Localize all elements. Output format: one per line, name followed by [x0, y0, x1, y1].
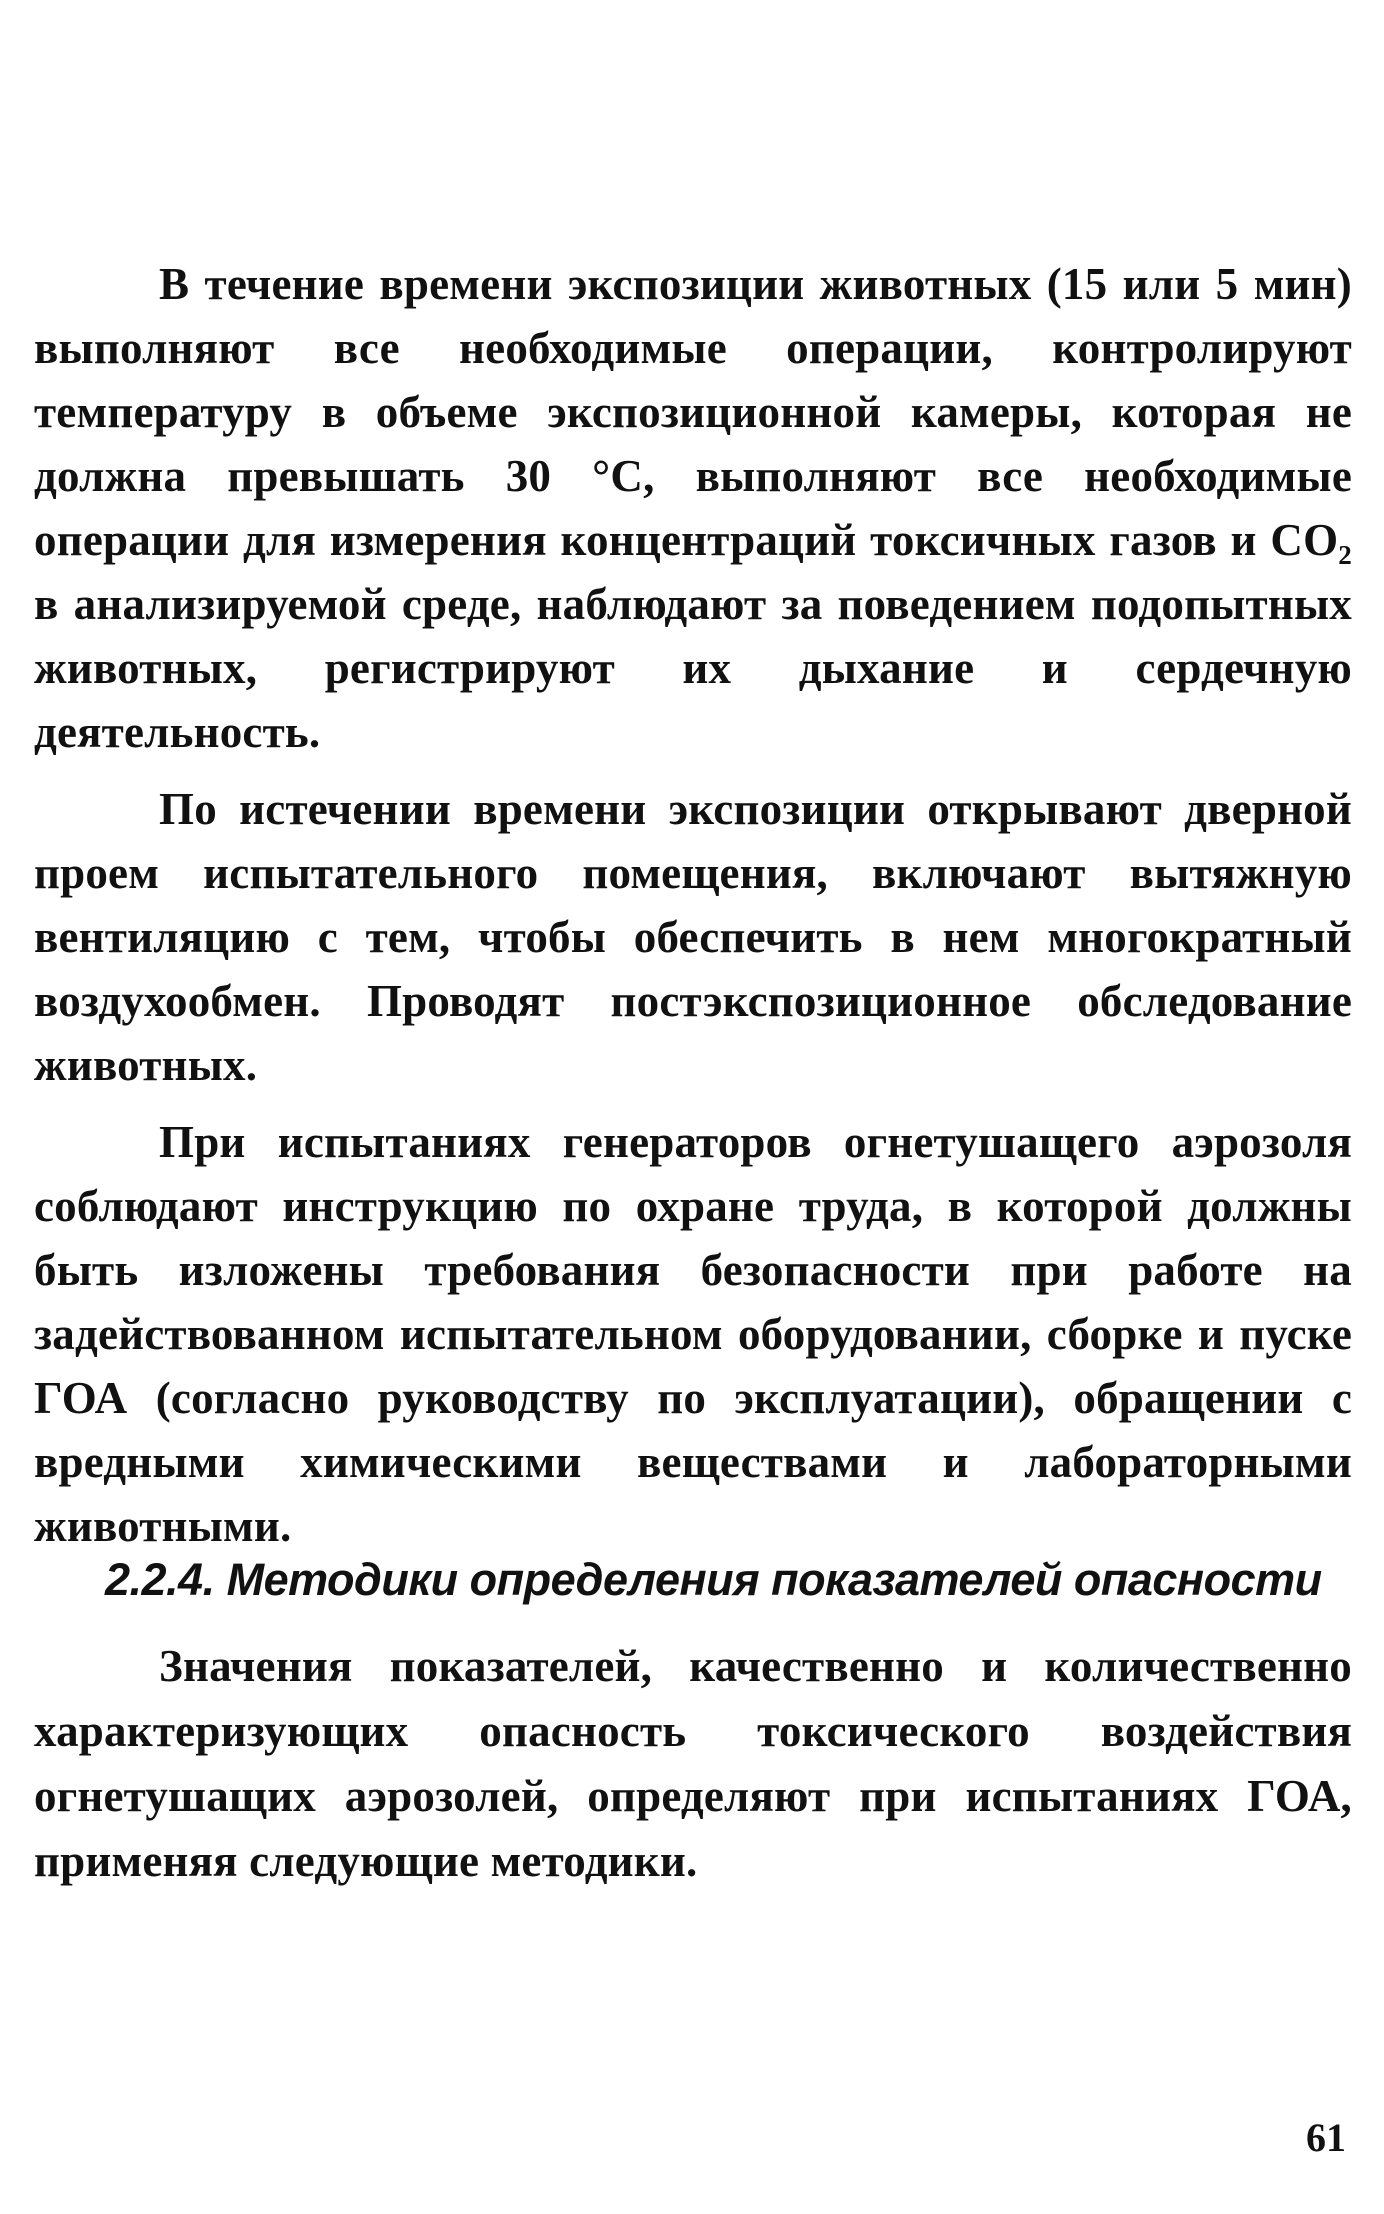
paragraph-methods-intro: Значения показателей, качественно и количественно характеризующих опасность токсического воздействия огнетушащих аэрозолей, определяют при испытаниях ГОА, применяя следующие методики.: [34, 1641, 1352, 1886]
paragraph-after-exposure: По истечении времени экспозиции открывают дверной проем испытательного помещения, включают вытяжную вентиляцию с тем, чтобы обеспечить в нем многократный воздухообмен. Проводят постэкспозиционное обследование животных.: [34, 784, 1352, 1090]
paragraph-safety-instructions: При испытаниях генераторов огнетушащего аэрозоля соблюдают инструкцию по охране труда, в которой должны быть изложены требования безопасности при работе на задействованном испытательном оборудовании, сборке и пуске ГОА (согласно руководству по эксплуатации), обращении с вредными химическими веществами и лабораторными животными.: [34, 1117, 1352, 1551]
section-heading: 2.2.4. Методики определения показателей опасности: [105, 1554, 1322, 1605]
section-body-text: [34, 1634, 1352, 1894]
paragraph-exposure-operations: В течение времени экспозиции животных (15 или 5 мин) выполняют все необходимые операции, контролируют температуру в объеме экспозиционной камеры, которая не должна превышать 30 °С, выполняют все необходимые операции для измерения концентраций токсичных газов и CO₂ в анализируемой среде, наблюдают за поведением подопытных животных, регистрируют их дыхание и сердечную деятельность.: [34, 259, 1352, 757]
page-number: 61: [1306, 2115, 1346, 2160]
body-text: [34, 252, 1352, 1558]
